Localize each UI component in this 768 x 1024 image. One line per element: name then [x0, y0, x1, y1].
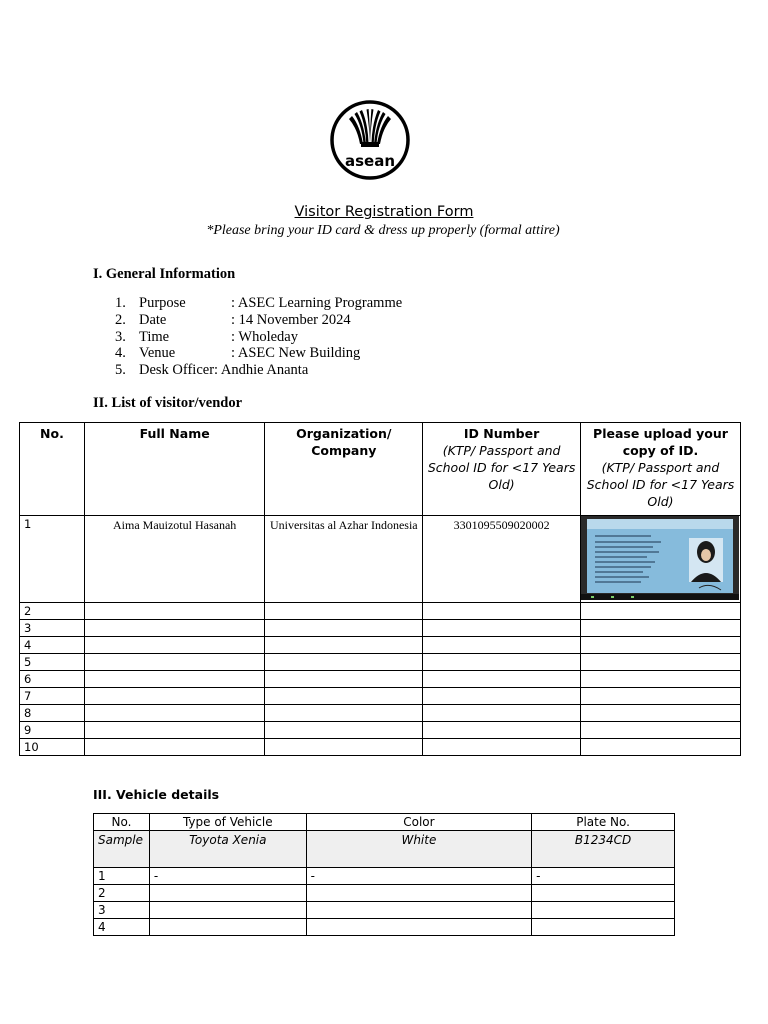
id-upload-cell[interactable] [580, 516, 740, 603]
table-row [20, 688, 741, 705]
visitor-name[interactable] [84, 705, 265, 722]
header-upload-title: Please upload your copy of ID. [593, 426, 728, 458]
info-label: Date [139, 311, 167, 328]
vehicle-details-heading: III. Vehicle details [93, 787, 220, 802]
info-label: Desk Officer [139, 362, 215, 379]
table-row [20, 603, 741, 620]
row-number: 8 [20, 705, 85, 722]
table-row [20, 722, 741, 739]
vehicle-type-cell[interactable] [149, 919, 306, 936]
header-organization: Organization/ Company [265, 423, 423, 516]
header-no: No. [94, 814, 150, 831]
logo-text: asean [344, 152, 396, 170]
table-row [20, 739, 741, 756]
id-upload-cell[interactable] [580, 705, 740, 722]
vehicle-type-cell[interactable]: - [149, 868, 306, 885]
visitor-organization[interactable]: Universitas al Azhar Indonesia [265, 516, 423, 603]
visitor-name[interactable] [84, 620, 265, 637]
visitor-organization[interactable] [265, 620, 423, 637]
visitor-id-number[interactable] [423, 671, 581, 688]
general-info-heading: I. General Information [93, 266, 236, 282]
vehicle-sample-row [94, 831, 675, 868]
visitor-id-number[interactable] [423, 739, 581, 756]
sample-vehicle-type: Toyota Xenia [149, 831, 306, 868]
visitor-name[interactable] [84, 739, 265, 756]
info-number: 5. [115, 362, 126, 379]
visitor-name[interactable] [84, 671, 265, 688]
header-no: No. [20, 423, 85, 516]
id-upload-cell[interactable] [580, 739, 740, 756]
table-row [20, 620, 741, 637]
info-number: 1. [115, 295, 126, 311]
info-number: 3. [115, 328, 126, 345]
vehicle-plate-cell[interactable] [532, 919, 675, 936]
info-row-date [115, 312, 402, 329]
visitor-name[interactable]: Aima Mauizotul Hasanah [84, 516, 265, 603]
general-info-list [115, 295, 402, 379]
vehicle-table [93, 813, 675, 936]
table-row [20, 516, 741, 603]
row-number: 4 [20, 637, 85, 654]
info-row-desk-officer [115, 362, 402, 379]
info-value: : 14 November 2024 [231, 311, 351, 328]
info-value: : ASEC New Building [231, 345, 361, 362]
vehicle-plate-cell[interactable] [532, 902, 675, 919]
visitor-name[interactable] [84, 688, 265, 705]
row-number: 7 [20, 688, 85, 705]
id-upload-cell[interactable] [580, 603, 740, 620]
vehicle-row-number: 3 [94, 902, 150, 919]
visitor-name[interactable] [84, 603, 265, 620]
id-upload-cell[interactable] [580, 637, 740, 654]
info-row-time [115, 329, 402, 346]
header-plate-no: Plate No. [532, 814, 675, 831]
row-number: 6 [20, 671, 85, 688]
table-row [20, 671, 741, 688]
info-number: 2. [115, 311, 126, 328]
visitor-table-header [20, 423, 741, 516]
row-number: 3 [20, 620, 85, 637]
visitor-organization[interactable] [265, 671, 423, 688]
table-row [20, 705, 741, 722]
info-label: Purpose [139, 295, 186, 311]
header-id-title: ID Number [463, 426, 540, 441]
vehicle-type-cell[interactable] [149, 885, 306, 902]
table-row [20, 654, 741, 671]
vehicle-color-cell[interactable] [306, 919, 532, 936]
form-note: *Please bring your ID card & dress up properly (formal attire) [206, 223, 560, 238]
visitor-id-number[interactable] [423, 722, 581, 739]
visitor-organization[interactable] [265, 705, 423, 722]
header-id-subtitle: (KTP/ Passport and School ID for <17 Years Old) [427, 443, 576, 492]
info-row-purpose [115, 295, 402, 312]
row-number: 1 [20, 516, 85, 603]
visitor-id-number[interactable] [423, 654, 581, 671]
visitor-table [19, 422, 741, 756]
info-row-venue [115, 345, 402, 362]
row-number: 9 [20, 722, 85, 739]
vehicle-row-number: 1 [94, 868, 150, 885]
row-number: 10 [20, 739, 85, 756]
header-color: Color [306, 814, 532, 831]
info-value: : Wholeday [231, 328, 298, 345]
vehicle-row [94, 919, 675, 936]
visitor-id-number[interactable] [423, 620, 581, 637]
vehicle-type-cell[interactable] [149, 902, 306, 919]
id-upload-cell[interactable] [580, 671, 740, 688]
vehicle-color-cell[interactable]: - [306, 868, 532, 885]
visitor-organization[interactable] [265, 637, 423, 654]
visitor-id-number[interactable] [423, 688, 581, 705]
sample-color: White [306, 831, 532, 868]
vehicle-table-header [94, 814, 675, 831]
vehicle-plate-cell[interactable]: - [532, 868, 675, 885]
row-number: 5 [20, 654, 85, 671]
vehicle-row [94, 885, 675, 902]
visitor-id-number[interactable] [423, 705, 581, 722]
visitor-organization[interactable] [265, 688, 423, 705]
id-upload-cell[interactable] [580, 688, 740, 705]
row-number: 2 [20, 603, 85, 620]
vehicle-row [94, 902, 675, 919]
header-upload-id [580, 423, 740, 516]
table-row [20, 637, 741, 654]
vehicle-color-cell[interactable] [306, 902, 532, 919]
id-card-image [581, 516, 739, 600]
asean-logo [330, 88, 410, 192]
visitor-name[interactable] [84, 722, 265, 739]
form-title: Visitor Registration Form [294, 204, 474, 220]
info-number: 4. [115, 345, 126, 362]
header-vehicle-type: Type of Vehicle [149, 814, 306, 831]
visitor-id-number[interactable] [423, 637, 581, 654]
sample-plate: B1234CD [532, 831, 675, 868]
visitor-id-number[interactable] [423, 603, 581, 620]
visitor-organization[interactable] [265, 722, 423, 739]
id-upload-cell[interactable] [580, 654, 740, 671]
visitor-list-heading: II. List of visitor/vendor [93, 395, 243, 411]
vehicle-row-number: 2 [94, 885, 150, 902]
sample-label: Sample [94, 831, 150, 868]
id-upload-cell[interactable] [580, 620, 740, 637]
header-id-number [423, 423, 581, 516]
visitor-organization[interactable] [265, 603, 423, 620]
visitor-name[interactable] [84, 654, 265, 671]
id-upload-cell[interactable] [580, 722, 740, 739]
info-value: : Andhie Ananta [214, 362, 309, 379]
info-label: Time [139, 328, 170, 345]
visitor-organization[interactable] [265, 739, 423, 756]
header-upload-subtitle: (KTP/ Passport and School ID for <17 Years Old) [586, 460, 735, 509]
vehicle-row [94, 868, 675, 885]
info-value: : ASEC Learning Programme [231, 295, 403, 311]
vehicle-color-cell[interactable] [306, 885, 532, 902]
info-label: Venue [139, 345, 176, 362]
visitor-name[interactable] [84, 637, 265, 654]
header-full-name: Full Name [84, 423, 265, 516]
vehicle-plate-cell[interactable] [532, 885, 675, 902]
vehicle-row-number: 4 [94, 919, 150, 936]
visitor-organization[interactable] [265, 654, 423, 671]
visitor-id-number[interactable]: 3301095509020002 [423, 516, 581, 603]
